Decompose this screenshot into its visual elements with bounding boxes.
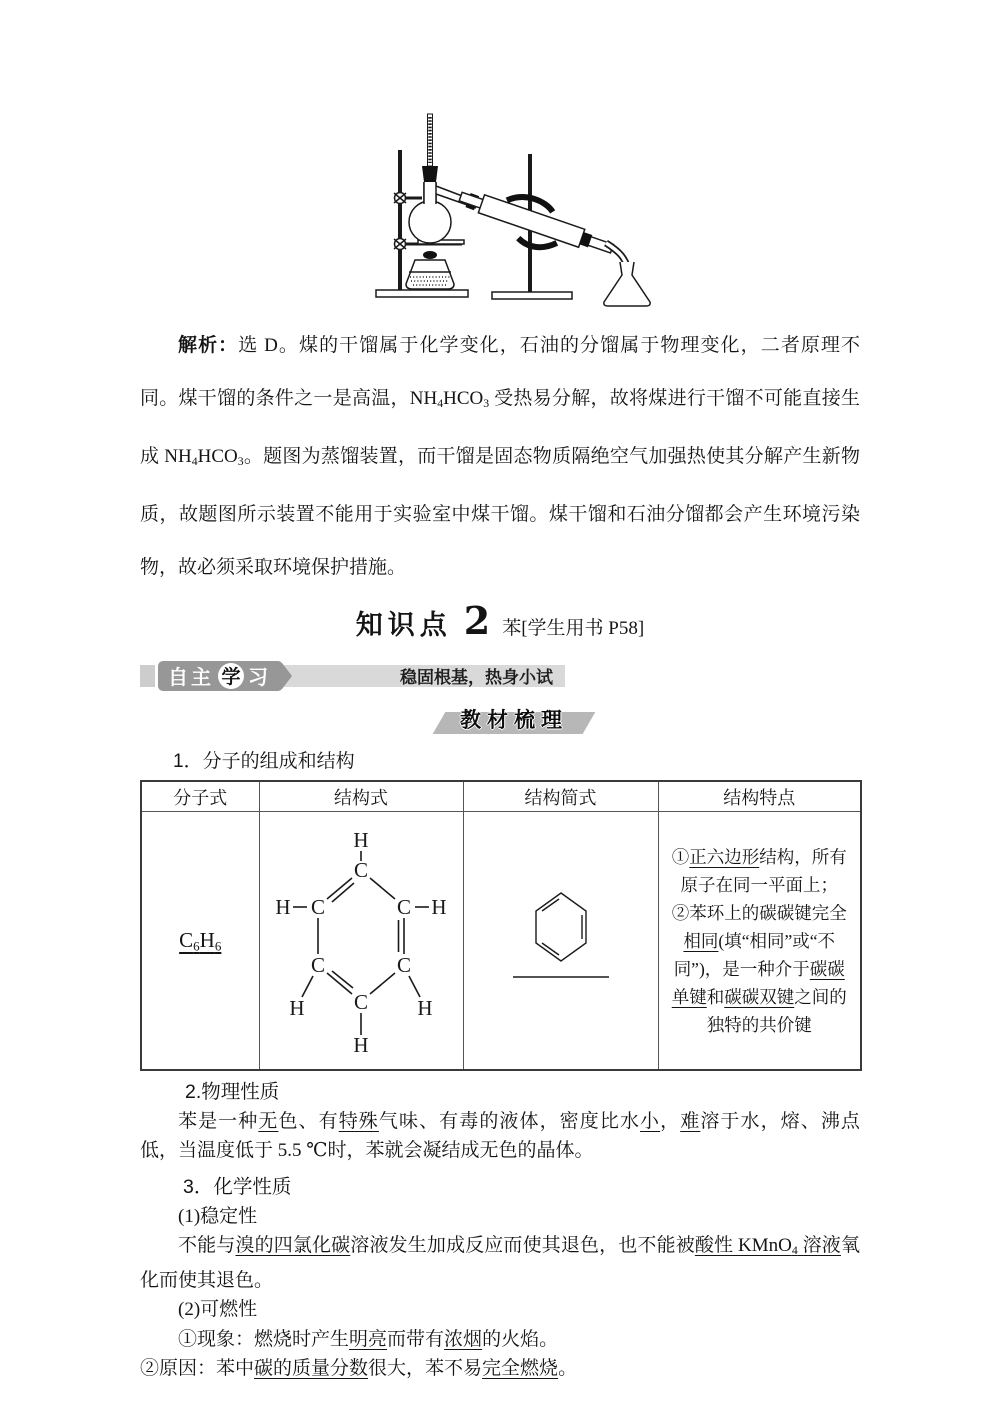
benzene-structure-table bbox=[140, 780, 862, 1071]
feature-line: 原子在同一平面上； bbox=[680, 874, 838, 895]
molecular-formula-cell bbox=[141, 812, 259, 1070]
benzene-ring-diagram bbox=[501, 885, 621, 990]
page-content bbox=[140, 0, 860, 1384]
distillation-apparatus-figure bbox=[370, 106, 680, 317]
structure-features-text bbox=[659, 843, 861, 1039]
banner-tab-left-text: 自主 bbox=[168, 667, 214, 690]
table-header-structural-formula: 结构式 bbox=[259, 781, 463, 812]
hydrogen-label: H bbox=[417, 996, 433, 1021]
table-header-structure-features: 结构特点 bbox=[658, 781, 861, 812]
outline-heading-1: 1．分子的组成和结构 bbox=[173, 750, 355, 772]
textbook-review-header bbox=[429, 704, 599, 736]
banner-tagline-bar bbox=[279, 665, 565, 687]
chemical-properties-heading: 3．化学性质 bbox=[183, 1175, 292, 1198]
table-body-row bbox=[141, 812, 861, 1070]
molecular-formula: C6H6 bbox=[179, 927, 222, 953]
hydrogen-label: H bbox=[289, 996, 305, 1021]
feature-line: 相同(填“相同”或“不 bbox=[683, 930, 836, 951]
physical-properties-paragraph: 苯是一种无色、有特殊气味、有毒的液体，密度比水小，难溶于水，熔、沸点低，当温度低于 5.5 ℃时，苯就会凝结成无色的晶体。 bbox=[140, 1110, 860, 1162]
feature-line: ①正六边形结构，所有 bbox=[671, 846, 847, 867]
structural-formula-cell bbox=[259, 812, 463, 1070]
phenomenon-paragraph: ①现象：燃烧时产生明亮而带有浓烟的火焰。 bbox=[178, 1328, 559, 1350]
flammability-label: (2)可燃性 bbox=[178, 1299, 258, 1321]
carbon-label: C bbox=[396, 895, 412, 920]
self-study-tab bbox=[158, 661, 283, 691]
carbon-label: C bbox=[353, 858, 369, 883]
distillation-apparatus-diagram bbox=[370, 106, 680, 311]
banner-tagline: 稳固根基，热身小试 bbox=[400, 668, 553, 688]
table-header-condensed-formula: 结构简式 bbox=[463, 781, 658, 812]
feature-line: ②苯环上的碳碳键完全 bbox=[671, 902, 847, 923]
reason-paragraph: ②原因：苯中碳的质量分数很大，苯不易完全燃烧。 bbox=[140, 1358, 578, 1380]
structure-features-cell bbox=[658, 812, 861, 1070]
table-header-molecular-formula: 分子式 bbox=[141, 781, 259, 812]
knowledge-point-label: 知识点 bbox=[355, 609, 452, 640]
review-header-text: 教材梳理 bbox=[460, 708, 568, 732]
knowledge-point-heading bbox=[140, 597, 860, 643]
feature-line: 同”)，是一种介于碳碳 bbox=[673, 958, 845, 979]
hydrogen-label: H bbox=[275, 895, 291, 920]
stability-paragraph: 不能与溴的四氯化碳溶液发生加成反应而使其退色，也不能被酸性 KMnO4 溶液氧化而使其退色。 bbox=[140, 1235, 860, 1291]
banner-square-decoration bbox=[140, 665, 155, 687]
carbon-label: C bbox=[396, 953, 412, 978]
feature-line: 单键和碳碳双键之间的 bbox=[671, 986, 847, 1007]
banner-tab-right-text: 习 bbox=[248, 667, 271, 690]
analysis-paragraph: 解析：选 D。煤的干馏属于化学变化，石油的分馏属于物理变化，二者原理不同。煤干馏的条件之一是高温，NH4HCO3 受热易分解，故将煤进行干馏不可能直接生成 NH4HCO3。题图为蒸馏装置，而干馏是固态物质隔绝空气加强热使其分解产生新物质，故题图所示装置不能用于实验室中煤干馏。煤干馏和石油分馏都会产生环境污染物，故必须采取环境保护措施。 bbox=[140, 335, 860, 578]
feature-line: 独特的共价键 bbox=[706, 1014, 812, 1035]
table-header-row bbox=[141, 781, 861, 812]
hydrogen-label: H bbox=[353, 828, 369, 853]
knowledge-point-topic: 苯[学生用书 P58] bbox=[502, 617, 645, 639]
condensed-formula-cell bbox=[463, 812, 658, 1070]
banner-circle-character: 学 bbox=[218, 663, 244, 689]
carbon-label: C bbox=[353, 990, 369, 1015]
hydrogen-label: H bbox=[431, 895, 447, 920]
stability-label: (1)稳定性 bbox=[178, 1205, 258, 1227]
carbon-label: C bbox=[310, 953, 326, 978]
self-study-banner bbox=[140, 660, 860, 692]
carbon-label: C bbox=[310, 895, 326, 920]
hydrogen-label: H bbox=[353, 1033, 369, 1058]
knowledge-point-number: 2 bbox=[463, 597, 491, 643]
benzene-structural-formula-diagram bbox=[266, 815, 456, 1060]
physical-properties-heading: 2.物理性质 bbox=[185, 1080, 280, 1103]
